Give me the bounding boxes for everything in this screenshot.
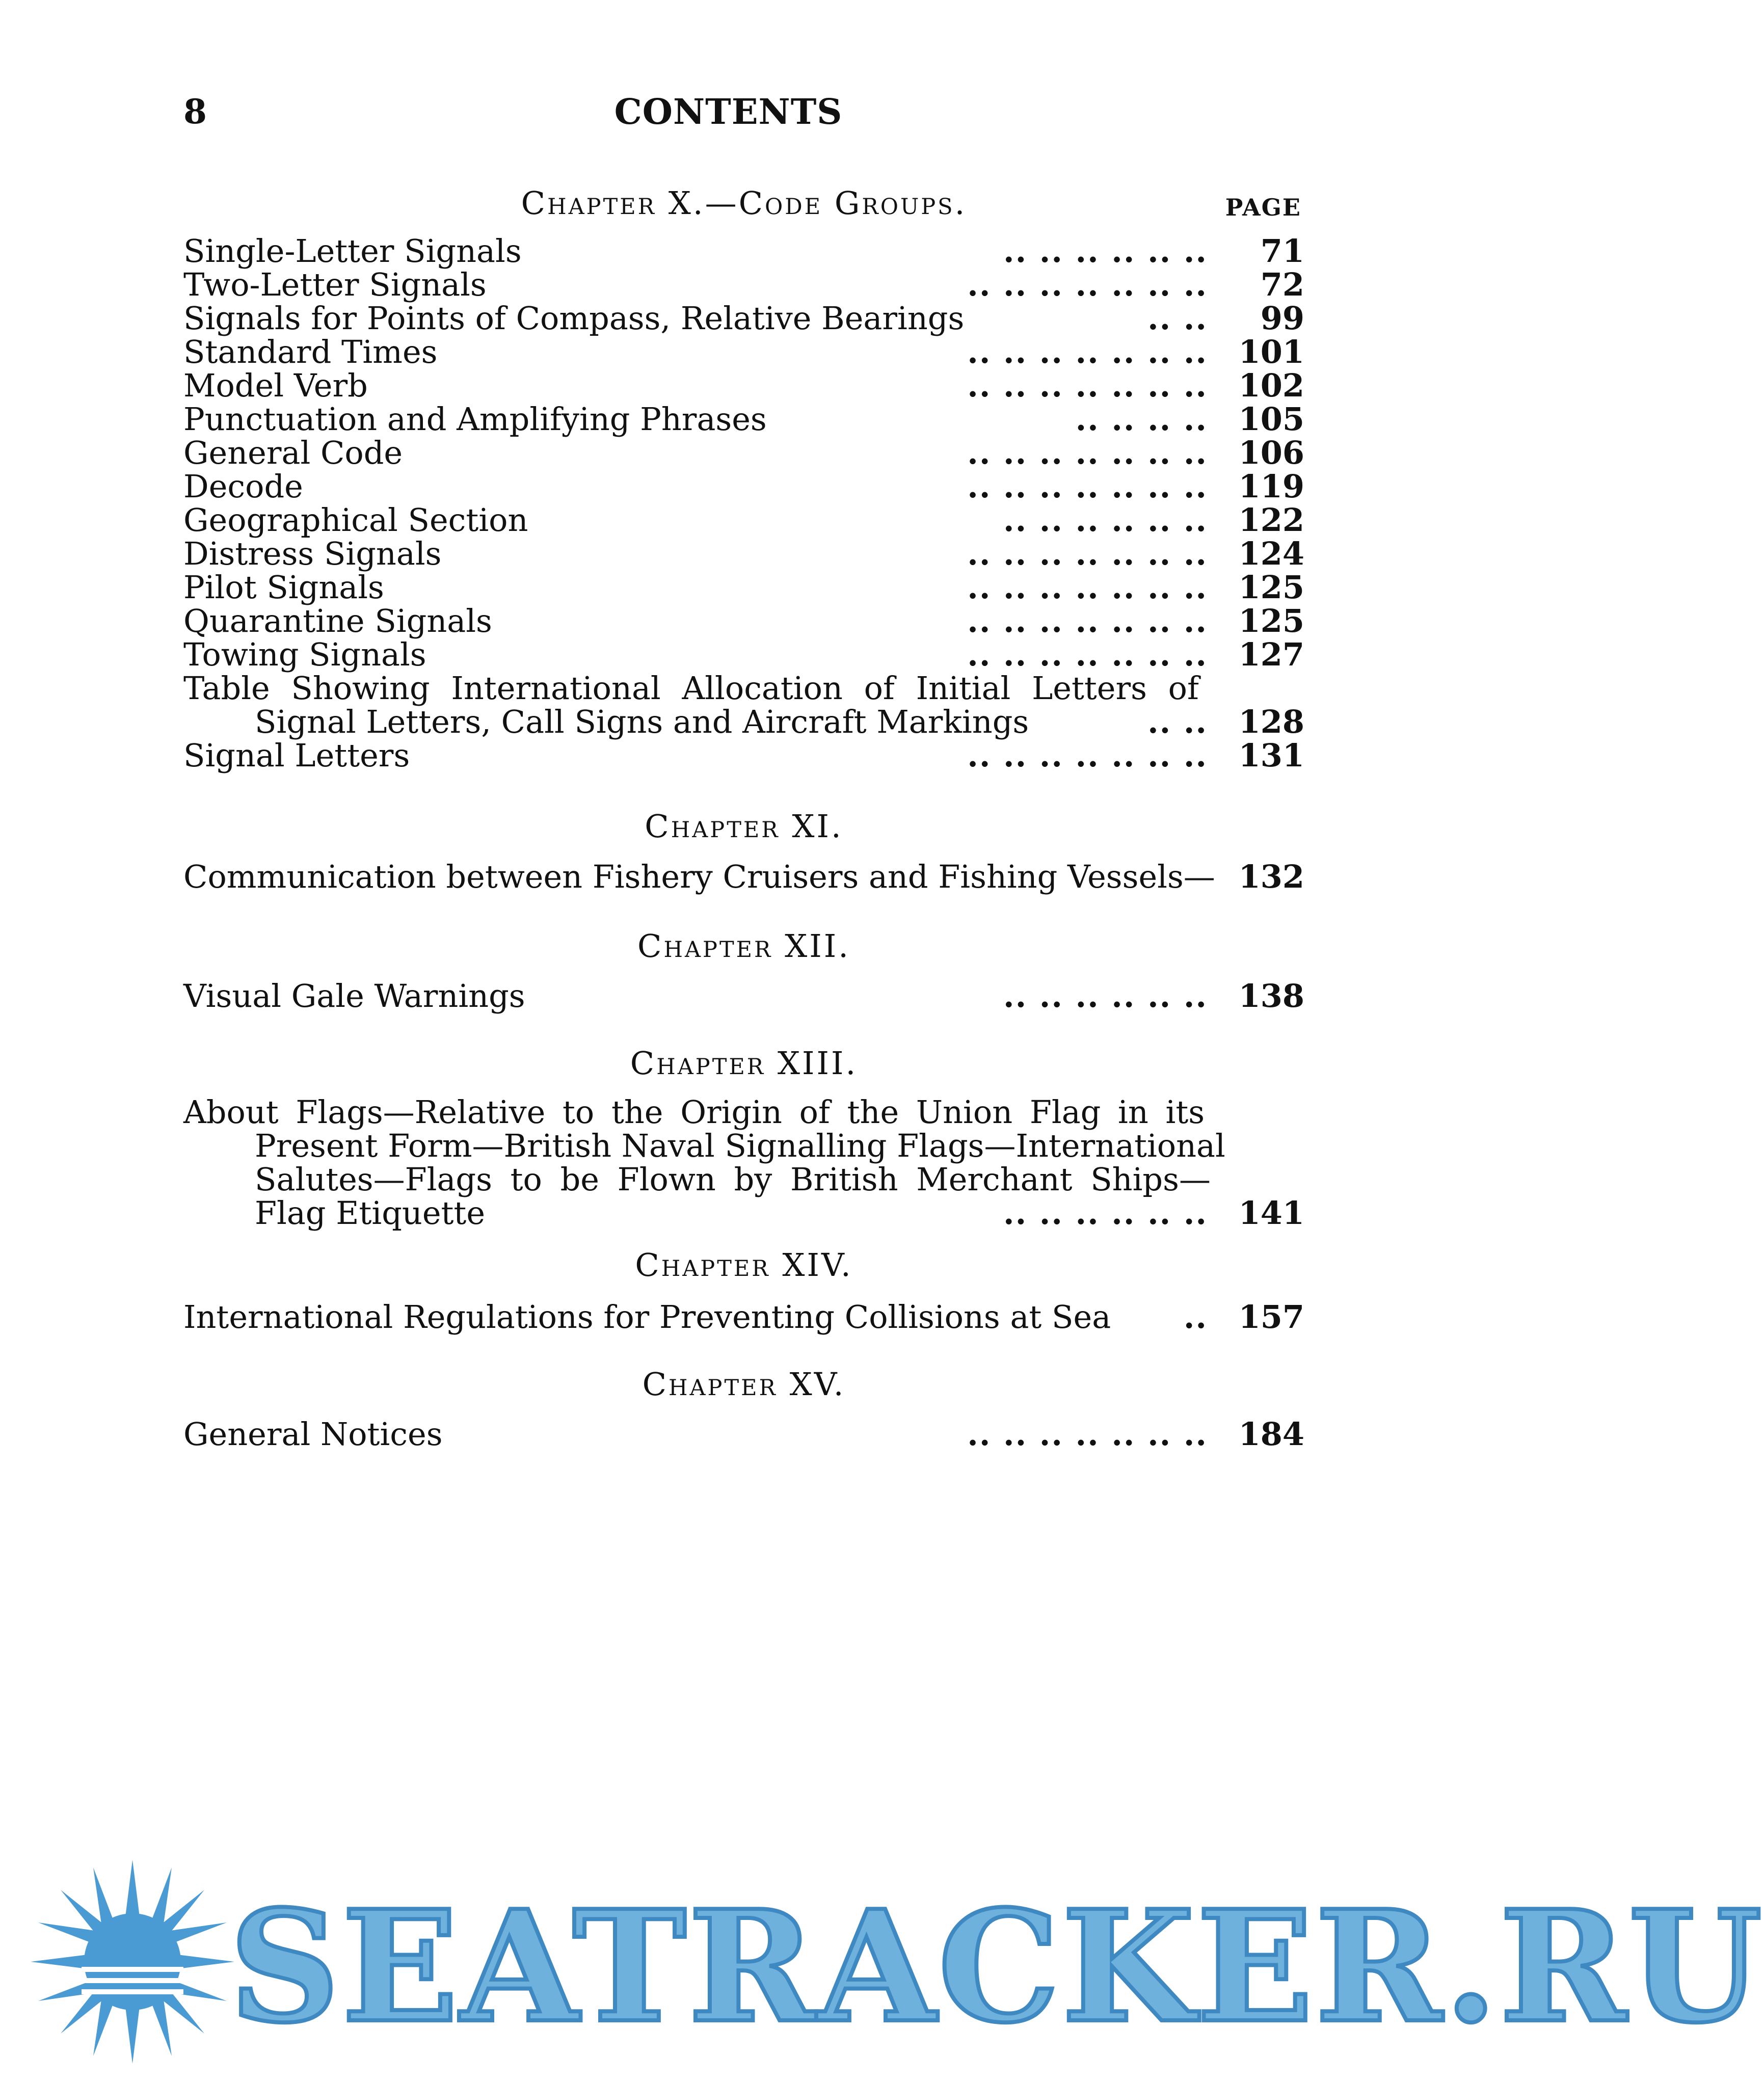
leader-dots: .. .. .. .. .. .. .. bbox=[967, 468, 1208, 505]
toc-entry-page: 122 bbox=[1238, 501, 1304, 539]
toc-entry[interactable] bbox=[183, 537, 1304, 571]
toc-entry-title: Communication between Fishery Cruisers and Fishing Vessels— bbox=[183, 858, 1215, 895]
toc-entry[interactable] bbox=[183, 705, 1304, 739]
toc-entry-page: 184 bbox=[1238, 1416, 1304, 1453]
toc-entry-title-line: Present Form—British Naval Signalling Flags—International bbox=[255, 1127, 1225, 1164]
toc-entry-page: 138 bbox=[1238, 977, 1304, 1014]
toc-entry-title: Geographical Section bbox=[183, 501, 528, 539]
chapter-xiii-heading: Chapter XIII. bbox=[630, 1045, 858, 1082]
toc-entry-page: 127 bbox=[1238, 636, 1304, 673]
leader-dots: .. .. bbox=[1147, 300, 1208, 337]
toc-entry-title: Towing Signals bbox=[183, 636, 426, 673]
page-column-label: PAGE bbox=[1225, 194, 1301, 221]
toc-entry-title: Pilot Signals bbox=[183, 569, 384, 606]
toc-entry-title: Quarantine Signals bbox=[183, 602, 492, 639]
leader-dots: .. .. .. .. .. .. bbox=[1003, 977, 1208, 1014]
toc-entry-page: 141 bbox=[1238, 1194, 1304, 1232]
leader-dots: .. .. .. .. .. .. .. bbox=[967, 367, 1208, 404]
leader-dots: .. .. .. .. .. .. .. bbox=[967, 535, 1208, 572]
toc-entry-title: Signal Letters, Call Signs and Aircraft Markings bbox=[255, 703, 1029, 740]
toc-entry-title: Two-Letter Signals bbox=[183, 266, 487, 303]
leader-dots: .. .. .. .. .. .. .. bbox=[967, 636, 1208, 673]
toc-entry-page: 119 bbox=[1238, 468, 1304, 505]
toc-entry-page: 131 bbox=[1238, 737, 1304, 774]
toc-entry[interactable] bbox=[183, 1196, 1304, 1230]
leader-dots: .. .. .. .. .. .. bbox=[1003, 501, 1208, 539]
leader-dots: .. .. .. .. .. .. .. bbox=[967, 602, 1208, 639]
toc-entry[interactable] bbox=[183, 369, 1304, 403]
sun-logo-icon bbox=[31, 1860, 234, 2064]
toc-entry[interactable] bbox=[183, 979, 1304, 1013]
toc-entry-page: 105 bbox=[1238, 400, 1304, 438]
chapter-xv-heading: Chapter XV. bbox=[642, 1366, 846, 1403]
leader-dots: .. .. .. .. .. .. bbox=[1003, 232, 1208, 270]
chapter-xi-heading: Chapter XI. bbox=[645, 808, 843, 845]
toc-entry-page: 102 bbox=[1238, 367, 1304, 404]
toc-entry[interactable] bbox=[183, 739, 1304, 772]
toc-entry-title: Single-Letter Signals bbox=[183, 232, 522, 270]
chapter-x-heading: Chapter X.—Code Groups. bbox=[521, 184, 967, 222]
toc-entry[interactable] bbox=[183, 234, 1304, 268]
toc-entry[interactable] bbox=[183, 268, 1304, 302]
toc-entry-title: Decode bbox=[183, 468, 303, 505]
toc-entry[interactable] bbox=[183, 571, 1304, 604]
toc-entry-page: 106 bbox=[1238, 434, 1304, 471]
leader-dots: .. .. .. .. .. .. bbox=[1003, 1194, 1208, 1232]
toc-entry-title-line: Table Showing International Allocation of Initial Letters of bbox=[183, 670, 1199, 707]
toc-entry-title: Model Verb bbox=[183, 367, 368, 404]
page-number: 8 bbox=[183, 92, 207, 131]
toc-entry[interactable] bbox=[183, 302, 1304, 335]
toc-entry-title: Visual Gale Warnings bbox=[183, 977, 525, 1014]
toc-entry[interactable] bbox=[183, 1300, 1304, 1334]
toc-entry-title-line: Salutes—Flags to be Flown by British Merchant Ships— bbox=[255, 1161, 1211, 1198]
toc-entry-page: 125 bbox=[1238, 602, 1304, 639]
chapter-xiv-heading: Chapter XIV. bbox=[635, 1246, 853, 1284]
toc-entry[interactable] bbox=[183, 470, 1304, 503]
toc-entry-title: International Regulations for Preventing Collisions at Sea bbox=[183, 1298, 1111, 1336]
toc-entry-title: Distress Signals bbox=[183, 535, 442, 572]
leader-dots: .. .. bbox=[1147, 703, 1208, 740]
toc-entry[interactable] bbox=[183, 638, 1304, 672]
leader-dots: .. .. .. .. .. .. .. bbox=[967, 434, 1208, 471]
leader-dots: .. .. .. .. .. .. .. bbox=[967, 737, 1208, 774]
leader-dots: .. bbox=[1183, 1298, 1208, 1336]
toc-entry-page: 132 bbox=[1238, 858, 1304, 895]
toc-entry-title: Flag Etiquette bbox=[255, 1194, 486, 1232]
toc-entry-title: General Notices bbox=[183, 1416, 443, 1453]
leader-dots: .. .. .. .. .. .. .. bbox=[967, 1416, 1208, 1453]
toc-entry[interactable] bbox=[183, 436, 1304, 470]
toc-entry-page: 72 bbox=[1260, 266, 1304, 303]
toc-entry-page: 101 bbox=[1238, 333, 1304, 370]
toc-entry[interactable] bbox=[183, 400, 1304, 438]
toc-entry-page: 124 bbox=[1238, 535, 1304, 572]
toc-entry[interactable] bbox=[183, 860, 1304, 894]
toc-entry-title: Signals for Points of Compass, Relative Bearings bbox=[183, 300, 965, 337]
toc-entry-title: Standard Times bbox=[183, 333, 438, 370]
toc-entry-page: 157 bbox=[1238, 1298, 1304, 1336]
leader-dots: .. .. .. .. .. .. .. bbox=[967, 569, 1208, 606]
toc-entry-page: 99 bbox=[1260, 300, 1304, 337]
toc-entry[interactable] bbox=[183, 1418, 1304, 1451]
toc-entry-page: 125 bbox=[1238, 569, 1304, 606]
watermark bbox=[31, 1860, 1764, 2057]
watermark-text: SEATRACKER.RU bbox=[229, 1877, 1764, 2057]
toc-entry-title-line: About Flags—Relative to the Origin of the Union Flag in its bbox=[183, 1093, 1205, 1131]
toc-entry-page: 71 bbox=[1260, 232, 1304, 270]
toc-entry-page: 128 bbox=[1238, 703, 1304, 740]
toc-entry-title: Punctuation and Amplifying Phrases bbox=[183, 400, 767, 438]
toc-entry-title: General Code bbox=[183, 434, 403, 471]
toc-entry[interactable] bbox=[183, 604, 1304, 638]
toc-entry[interactable] bbox=[183, 503, 1304, 537]
running-title: CONTENTS bbox=[614, 92, 843, 132]
chapter-xii-heading: Chapter XII. bbox=[637, 927, 850, 965]
leader-dots: .. .. .. .. bbox=[1075, 400, 1208, 438]
toc-entry-title: Signal Letters bbox=[183, 737, 410, 774]
toc-entry[interactable] bbox=[183, 335, 1304, 369]
leader-dots: .. .. .. .. .. .. .. bbox=[967, 266, 1208, 303]
leader-dots: .. .. .. .. .. .. .. bbox=[967, 333, 1208, 370]
